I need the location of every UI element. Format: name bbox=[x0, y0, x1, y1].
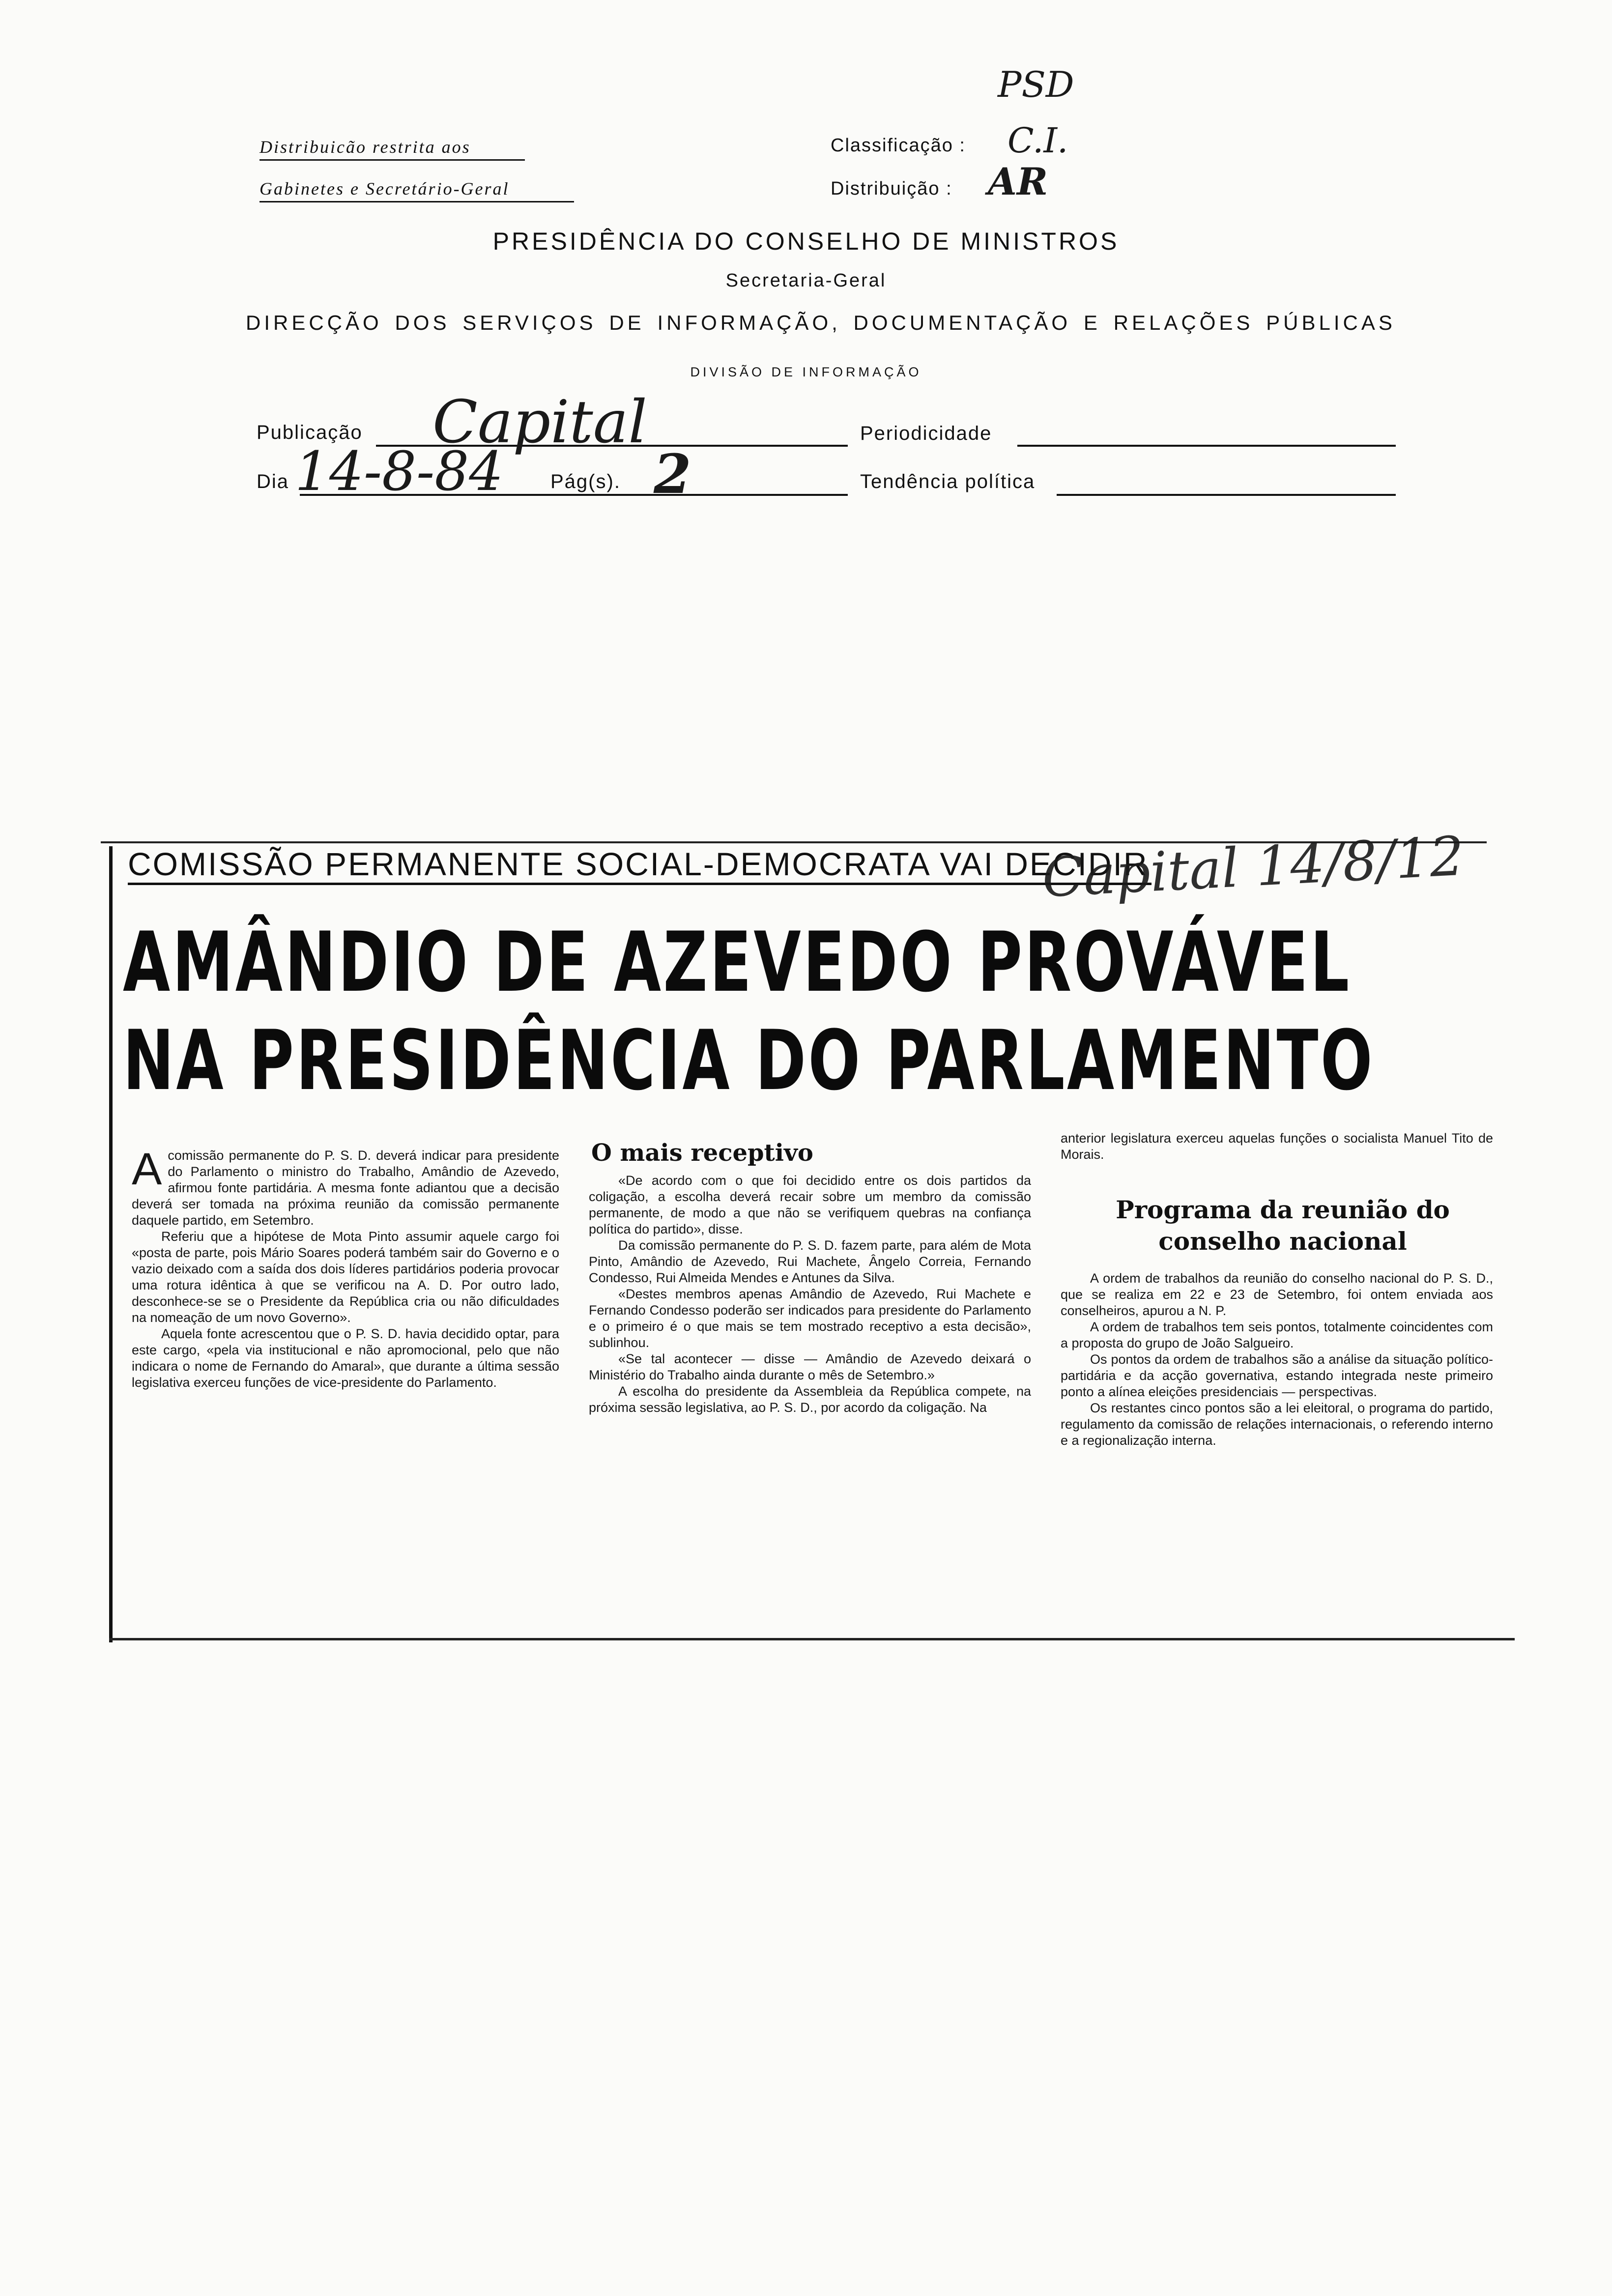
classification-label: Classificação : bbox=[831, 135, 966, 156]
drop-cap: A bbox=[132, 1144, 162, 1194]
dia-value: 14-8-84 bbox=[295, 440, 504, 503]
direccao-word: PÚBLICAS bbox=[1266, 311, 1396, 334]
classification-value: C.I. bbox=[1008, 120, 1068, 161]
direccao-word: DOCUMENTAÇÃO bbox=[853, 311, 1071, 334]
clipping-border-left bbox=[109, 846, 113, 1642]
periodicidade-label: Periodicidade bbox=[860, 423, 992, 444]
handwritten-note: Capital 14/8/12 bbox=[1040, 824, 1466, 910]
paragraph: anterior legislatura exerceu aquelas funções o socialista Manuel Tito de Morais. bbox=[1061, 1131, 1493, 1162]
presidencia-title: PRESIDÊNCIA DO CONSELHO DE MINISTROS bbox=[492, 228, 1120, 255]
divisao-title: DIVISÃO DE INFORMAÇÃO bbox=[690, 365, 922, 379]
paragraph: «Destes membros apenas Amândio de Azevedo, Rui Machete e Fernando Condesso poderão ser indicados para presidente do Parlamento e o primeiro é o que mais se tem mostrado receptivo a esta decisão», sublinhou. bbox=[589, 1287, 1031, 1350]
direccao-word: RELAÇÕES bbox=[1113, 311, 1254, 334]
paragraph: Aquela fonte acrescentou que o P. S. D. havia decidido optar, para este cargo, «pela via institucional e não apromocional, pelo que não indicara o nome de Fernando do Amaral», que durante a última sessão legislativa exerceu funções de vice-presidente do Parlamento. bbox=[132, 1326, 559, 1390]
paragraph: «De acordo com o que foi decidido entre os dois partidos da coligação, a escolha deverá recair sobre um membro da comissão permanente, de modo a que não se verifiquem quebras na confiança política do partido», disse. bbox=[589, 1173, 1031, 1236]
publicacao-label: Publicação bbox=[257, 422, 363, 443]
column-2-subhead: O mais receptivo bbox=[591, 1139, 813, 1167]
paragraph: A escolha do presidente da Assembleia da República compete, na próxima sessão legislativa, ao P. S. D., por acordo da coligação. Na bbox=[589, 1384, 1031, 1415]
distribution-label: Distribuição : bbox=[831, 178, 952, 199]
paragraph: Referiu que a hipótese de Mota Pinto assumir aquele cargo foi «posta de parte, pois Mário Soares poderá também sair do Governo e o vazio deixado com a saída dos dois líderes partidários poderia provocar uma rotura idêntica à que se verificou na A. D. Por outro lado, desconhece-se se o Presidente da República cria ou não dificuldades na nomeação de um novo Governo». bbox=[132, 1229, 559, 1325]
article-column-3-top bbox=[1061, 1130, 1493, 1163]
direccao-word: SERVIÇOS bbox=[462, 311, 597, 334]
direccao-word: DIRECÇÃO bbox=[246, 311, 382, 334]
direccao-word: DOS bbox=[395, 311, 450, 334]
tendencia-label: Tendência política bbox=[860, 471, 1036, 492]
clipping-border-bottom bbox=[109, 1638, 1515, 1640]
tendencia-line bbox=[1057, 494, 1396, 496]
paragraph: Os restantes cinco pontos são a lei eleitoral, o programa do partido, regulamento da comissão de relações internacionais, o referendo interno e a regionalização interna. bbox=[1061, 1401, 1493, 1448]
top-annotation: PSD bbox=[998, 64, 1074, 105]
column-3-subhead: Programa da reunião do conselho nacional bbox=[1116, 1195, 1450, 1256]
paragraph: Os pontos da ordem de trabalhos são a análise da situação político-partidária e da acção governativa, estando integrada neste primeiro ponto a alínea eleições presidenciais — perspectivas. bbox=[1061, 1352, 1493, 1399]
periodicidade-line bbox=[1017, 445, 1396, 447]
paragraph: A ordem de trabalhos da reunião do conselho nacional do P. S. D., que se realiza em 22 e 23 de Setembro, foi ontem enviada aos conselheiros, apurou a N. P. bbox=[1061, 1271, 1493, 1318]
headline-line-2: NA PRESIDÊNCIA DO PARLAMENTO bbox=[123, 1012, 1375, 1109]
restriction-line-1: Distribuicão restrita aos bbox=[259, 137, 525, 161]
pags-label: Pág(s). bbox=[550, 471, 621, 492]
distribution-value: AR bbox=[988, 160, 1048, 203]
direccao-word: INFORMAÇÃO, bbox=[657, 311, 841, 334]
direccao-word: E bbox=[1083, 311, 1101, 334]
paragraph: comissão permanente do P. S. D. deverá indicar para presidente do Parlamento o ministro do Trabalho, Amândio de Azevedo, afirmou fonte partidária. A mesma fonte adiantou que a decisão deverá ser tomada na próxima reunião da comissão permanente daquele partido, em Setembro. bbox=[132, 1148, 559, 1228]
direccao-title bbox=[246, 311, 1396, 335]
pags-value: 2 bbox=[654, 442, 691, 506]
secretaria-title: Secretaria-Geral bbox=[725, 270, 887, 291]
paragraph: A ordem de trabalhos tem seis pontos, totalmente coincidentes com a proposta do grupo de João Salgueiro. bbox=[1061, 1320, 1493, 1350]
article-column-3 bbox=[1061, 1270, 1493, 1449]
article-column-2 bbox=[589, 1173, 1031, 1416]
article-kicker: COMISSÃO PERMANENTE SOCIAL-DEMOCRATA VAI DECIDIR bbox=[128, 845, 1151, 885]
direccao-word: DE bbox=[609, 311, 645, 334]
headline-line-1: AMÂNDIO DE AZEVEDO PROVÁVEL bbox=[123, 914, 1352, 1010]
paragraph: Da comissão permanente do P. S. D. fazem parte, para além de Mota Pinto, Amândio de Azevedo, Rui Machete, Ângelo Correia, Fernando Condesso, Rui Almeida Mendes e Antunes da Silva. bbox=[589, 1238, 1031, 1285]
restriction-line-2: Gabinetes e Secretário-Geral bbox=[259, 178, 574, 202]
paragraph: «Se tal acontecer — disse — Amândio de Azevedo deixará o Ministério do Trabalho ainda durante o mês de Setembro.» bbox=[589, 1351, 1031, 1382]
article-column-1 bbox=[132, 1144, 559, 1391]
dia-label: Dia bbox=[257, 471, 289, 492]
publicacao-value: Capital bbox=[432, 388, 647, 457]
